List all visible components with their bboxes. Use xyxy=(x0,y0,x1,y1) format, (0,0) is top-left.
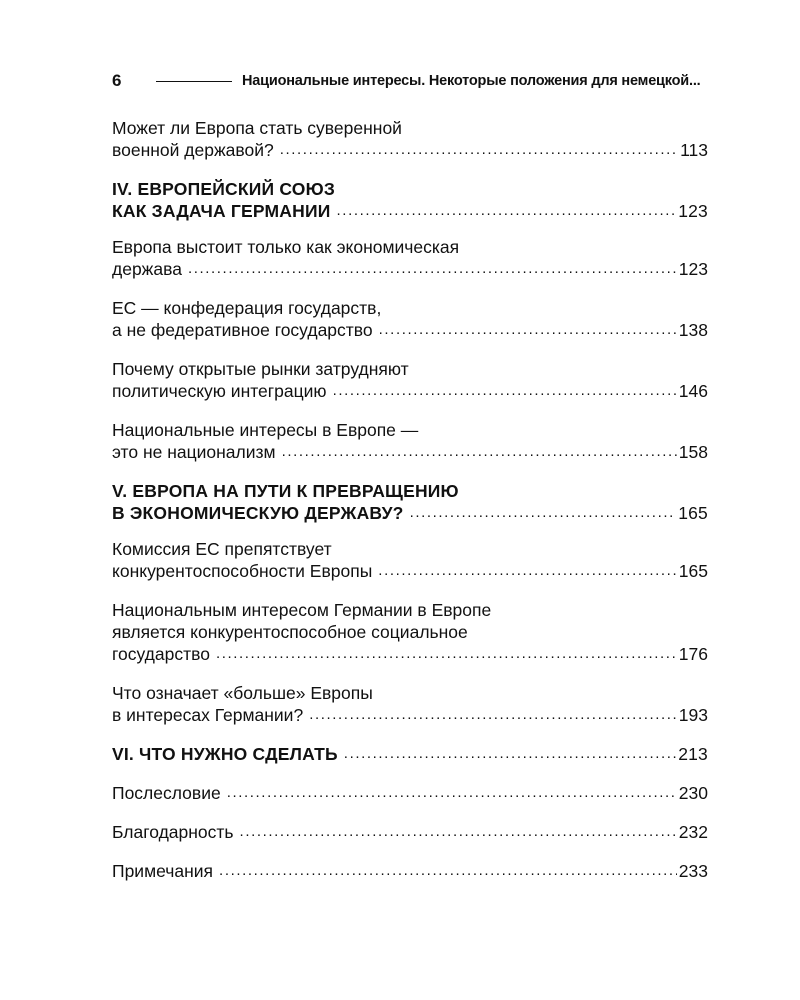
toc-section-entry xyxy=(112,860,708,882)
toc-part-entry xyxy=(112,178,708,222)
toc-entry-line xyxy=(112,643,708,665)
toc-entry-line xyxy=(112,297,708,319)
dot-leader xyxy=(219,860,677,882)
table-of-contents xyxy=(112,117,708,899)
dot-leader xyxy=(188,258,677,280)
toc-entry-line xyxy=(112,502,708,524)
toc-section-entry xyxy=(112,236,708,280)
toc-entry-line xyxy=(112,178,708,200)
dot-leader xyxy=(216,643,677,665)
toc-entry-line xyxy=(112,704,708,726)
toc-entry-line xyxy=(112,200,708,222)
toc-part-entry xyxy=(112,480,708,524)
dot-leader xyxy=(333,380,677,402)
toc-entry-title: является конкурентоспособное социальное xyxy=(112,622,468,642)
toc-entry-line xyxy=(112,319,708,341)
toc-section-entry xyxy=(112,117,708,161)
toc-entry-title: ЕС — конфедерация государств, xyxy=(112,298,382,318)
toc-entry-title: Национальные интересы в Европе — xyxy=(112,420,419,440)
toc-section-entry xyxy=(112,682,708,726)
dot-leader xyxy=(280,139,678,161)
toc-section-entry xyxy=(112,358,708,402)
dot-leader xyxy=(379,319,677,341)
toc-entry-title: конкурентоспособности Европы xyxy=(112,561,373,581)
toc-page-number: 123 xyxy=(678,201,708,221)
toc-entry-title: Национальным интересом Германии в Европе xyxy=(112,600,492,620)
toc-entry-line xyxy=(112,560,708,582)
toc-entry-line xyxy=(112,117,708,139)
toc-entry-line xyxy=(112,480,708,502)
toc-entry-title: В ЭКОНОМИЧЕСКУЮ ДЕРЖАВУ? xyxy=(112,503,404,523)
toc-entry-title: Почему открытые рынки затрудняют xyxy=(112,359,409,379)
toc-entry-title: V. ЕВРОПА НА ПУТИ К ПРЕВРАЩЕНИЮ xyxy=(112,481,459,501)
dot-leader xyxy=(240,821,677,843)
toc-entry-line xyxy=(112,419,708,441)
toc-section-entry xyxy=(112,821,708,843)
toc-entry-title: Европа выстоит только как экономическая xyxy=(112,237,460,257)
toc-part-entry xyxy=(112,743,708,765)
toc-entry-line xyxy=(112,860,708,882)
toc-entry-title: в интересах Германии? xyxy=(112,705,304,725)
toc-section-entry xyxy=(112,538,708,582)
toc-page-number: 193 xyxy=(678,705,708,725)
running-title: Национальные интересы. Некоторые положения для немецкой... xyxy=(242,73,701,89)
toc-section-entry xyxy=(112,599,708,665)
toc-page-number: 165 xyxy=(678,503,708,523)
toc-page-number: 233 xyxy=(678,861,708,881)
toc-page-number: 230 xyxy=(678,783,708,803)
toc-entry-title: IV. ЕВРОПЕЙСКИЙ СОЮЗ xyxy=(112,179,336,199)
toc-entry-title: военной державой? xyxy=(112,140,274,160)
toc-entry-title: а не федеративное государство xyxy=(112,320,373,340)
toc-page-number: 123 xyxy=(678,259,708,279)
toc-section-entry xyxy=(112,419,708,463)
toc-entry-line xyxy=(112,441,708,463)
toc-page-number: 165 xyxy=(678,561,708,581)
toc-entry-line xyxy=(112,258,708,280)
toc-entry-line xyxy=(112,782,708,804)
toc-entry-title: это не национализм xyxy=(112,442,276,462)
toc-entry-line xyxy=(112,599,708,621)
toc-page-number: 146 xyxy=(678,381,708,401)
dot-leader xyxy=(344,743,676,765)
toc-entry-line xyxy=(112,743,708,765)
toc-page-number: 176 xyxy=(678,644,708,664)
dot-leader xyxy=(227,782,677,804)
header-rule xyxy=(156,81,232,82)
toc-page-number: 213 xyxy=(678,744,708,764)
toc-entry-line xyxy=(112,358,708,380)
toc-entry-title: Благодарность xyxy=(112,822,234,842)
toc-entry-title: держава xyxy=(112,259,182,279)
toc-page-number: 113 xyxy=(680,140,708,160)
running-header xyxy=(112,68,720,94)
toc-entry-title: Может ли Европа стать суверенной xyxy=(112,118,402,138)
page-number: 6 xyxy=(112,71,122,90)
toc-entry-title: Примечания xyxy=(112,861,214,881)
toc-page-number: 232 xyxy=(678,822,708,842)
toc-entry-line xyxy=(112,682,708,704)
toc-entry-line xyxy=(112,380,708,402)
toc-entry-line xyxy=(112,821,708,843)
toc-page-number: 158 xyxy=(678,442,708,462)
toc-section-entry xyxy=(112,782,708,804)
dot-leader xyxy=(282,441,677,463)
dot-leader xyxy=(337,200,677,222)
dot-leader xyxy=(309,704,677,726)
toc-entry-title: VI. ЧТО НУЖНО СДЕЛАТЬ xyxy=(112,744,338,764)
dot-leader xyxy=(410,502,677,524)
toc-entry-title: КАК ЗАДАЧА ГЕРМАНИИ xyxy=(112,201,331,221)
toc-entry-line xyxy=(112,621,708,643)
toc-entry-title: Комиссия ЕС препятствует xyxy=(112,539,332,559)
toc-entry-title: Что означает «больше» Европы xyxy=(112,683,373,703)
dot-leader xyxy=(378,560,677,582)
toc-page-number: 138 xyxy=(678,320,708,340)
toc-entry-line xyxy=(112,236,708,258)
toc-entry-line xyxy=(112,139,708,161)
toc-entry-title: Послесловие xyxy=(112,783,221,803)
toc-entry-title: политическую интеграцию xyxy=(112,381,327,401)
toc-entry-title: государство xyxy=(112,644,210,664)
toc-entry-line xyxy=(112,538,708,560)
toc-section-entry xyxy=(112,297,708,341)
